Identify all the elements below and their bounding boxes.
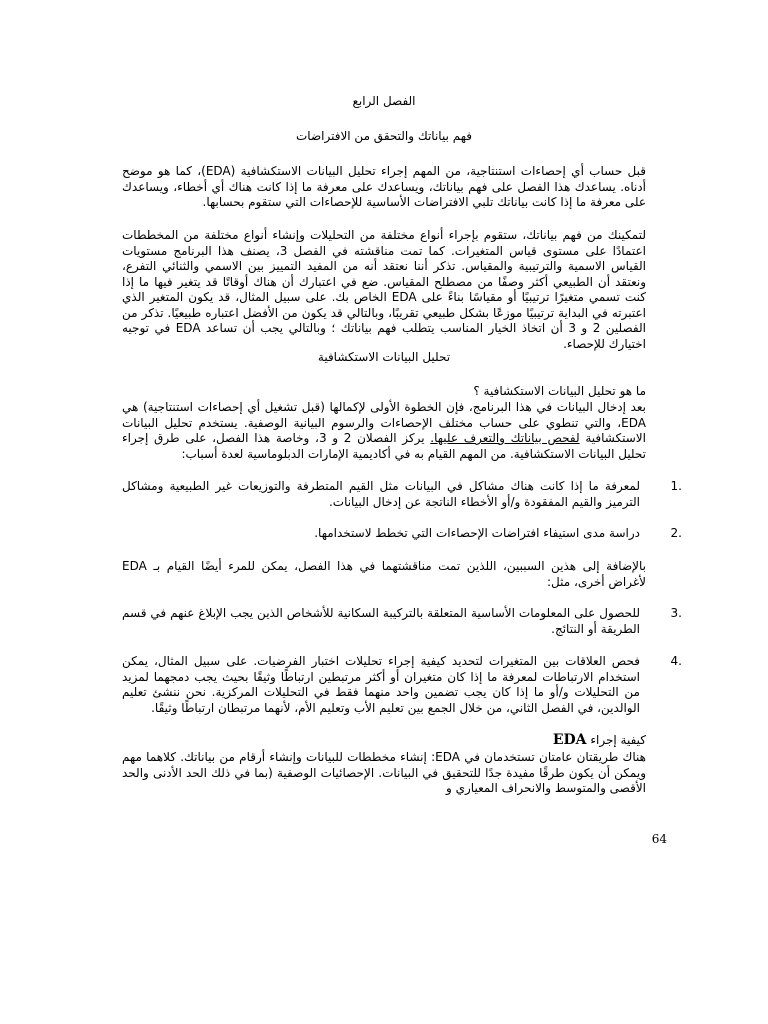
list-item-number: 1. <box>670 479 682 493</box>
how-heading-bold: EDA <box>552 732 587 748</box>
chapter-subtitle: فهم بياناتك والتحقق من الافتراضات <box>295 129 472 143</box>
what-is-part1: بعد إدخال البيانات في هذا البرنامج، فإن الخطوة الأولى لإكمالها (قبل تشغيل أي إحصاءات استنتاجية) هي EDA، والتي تنطوي على حساب مختلف الإحصاءات والرسوم البيانية الوصفية. يستخدم تحليل البيانات الاستكشافية <box>122 400 646 445</box>
what-is-part2: يركز الفصلان 2 و 3، وخاصة هذا الفصل، على طرق إجراء تحليل البيانات الاستكشافية. من المهم القيام به في أكاديمية الإمارات الدبلوماسية لعدة أسباب: <box>122 431 646 461</box>
list-item-text: لمعرفة ما إذا كانت هناك مشاكل في البيانات مثل القيم المتطرفة والتوزيعات غير الطبيعية ومشاكل الترميز والقيم المفقودة و/أو الأخطاء الناتجة عن إدخال البيانات. <box>122 479 640 509</box>
middle-paragraph: بالإضافة إلى هذين السببين، اللذين تمت مناقشتهما في هذا الفصل، يمكن للمرء أيضًا القيام بـ EDA لأغراض أخرى، مثل: <box>122 559 646 589</box>
second-paragraph: لتمكينك من فهم بياناتك، ستقوم بإجراء أنواع مختلفة من التحليلات وإنشاء أنواع مختلفة من المخططات اعتمادًا على مستوى قياس المتغيرات. كما تمت مناقشته في الفصل 3، يصنف هذا البرنامج مستويات القياس الاسمية والترتيبية والمقياس. تذكر أننا نعتقد أنه من المفيد التمييز بين الاسمي والثنائي التفرع، ونعتقد أن الطبيعي أكثر وصفًا من مصطلح المقياس. ضع في اعتبارك أن هناك أوقاتًا قد يتغير فيها ما إذا كنت تسمي متغيرًا ترتيبيًا أو مقياسًا بناءً على EDA الخاص بك. على سبيل المثال، قد يكون المتغير الذي اعتبرته في البداية ترتيبيًا موزعًا بشكل طبيعي تقريبًا، وبالتالي قد يكون من الأفضل اعتباره طبيعيًا. تذكر من الفصلين 2 و 3 أن اتخاذ الخيار المناسب يتطلب فهم بياناتك ؛ وبالتالي يجب أن تساعد EDA في توجيه اختيارك للإحصاء. <box>122 228 646 351</box>
list-item-text: للحصول على المعلومات الأساسية المتعلقة بالتركيبة السكانية للأشخاص الذين يجب الإبلاغ عنهم في قسم الطريقة أو النتائج. <box>122 606 640 636</box>
what-is-question: ما هو تحليل البيانات الاستكشافية ؟ <box>473 384 646 398</box>
what-is-paragraph <box>122 400 646 462</box>
how-heading-prefix: كيفية إجراء <box>590 733 646 747</box>
chapter-title: الفصل الرابع <box>352 94 416 108</box>
list-item-text: فحص العلاقات بين المتغيرات لتحديد كيفية إجراء تحليلات اختبار الفرضيات. على سبيل المثال، يمكن استخدام الارتباطات لمعرفة ما إذا كان متغيران أو أكثر مرتبطين ارتباطًا وثيقًا بحيث يجب دمجهما لمزيد من التحليلات و/أو ما إذا كان يجب تضمين واحد منهما فقط في التحليلات المركزية. نحن ننشئ تعليم الوالدين، في الفصل الثاني، من خلال الجمع بين تعليم الأب وتعليم الأم، لأنهما مرتبطان ارتباطًا وثيقًا. <box>122 654 640 715</box>
what-is-underlined: لفحص بياناتك والتعرف عليها. <box>430 431 580 445</box>
list-item-number: 3. <box>670 606 682 620</box>
list-item-text: دراسة مدى استيفاء افتراضات الإحصاءات التي تخطط لاستخدامها. <box>314 526 640 540</box>
page-number: 64 <box>651 832 667 846</box>
final-paragraph: هناك طريقتان عامتان تستخدمان في EDA: إنشاء مخططات للبيانات وإنشاء أرقام من بياناتك. كلاهما مهم ويمكن أن يكون طرقًا مفيدة جدًا للتحقيق في البيانات. الإحصائيات الوصفية (بما في ذلك الحد الأدنى والحد الأقصى والمتوسط والانحراف المعياري و <box>122 750 646 795</box>
intro-paragraph: قبل حساب أي إحصاءات استنتاجية، من المهم إجراء تحليل البيانات الاستكشافية (EDA)، كما هو موضح أدناه. يساعدك هذا الفصل على فهم بياناتك، ويساعدك على معرفة ما إذا كانت هناك أي أخطاء، ويساعدك على معرفة ما إذا كانت بياناتك تلبي الافتراضات الأساسية للإحصاءات التي ستقوم بحسابها. <box>122 164 646 209</box>
how-heading <box>122 733 646 749</box>
list-item-number: 2. <box>670 526 682 540</box>
section-title: تحليل البيانات الاستكشافية <box>317 350 451 364</box>
list-item-number: 4. <box>670 654 682 668</box>
